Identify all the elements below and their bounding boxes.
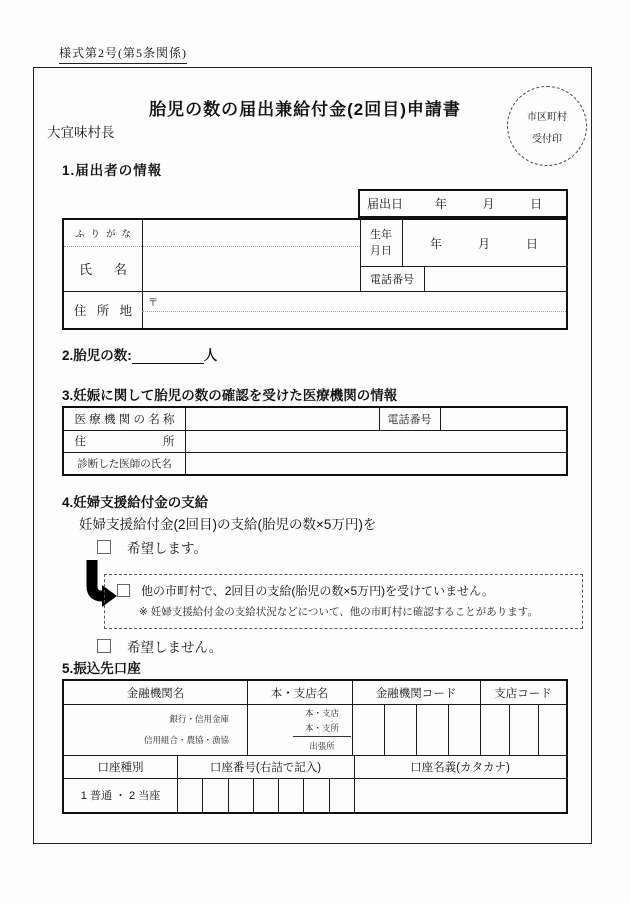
institution-address-label-cell	[64, 430, 185, 452]
option-yes-row	[97, 537, 207, 557]
phone-label: 電話番号	[370, 273, 414, 286]
address-input[interactable]	[142, 291, 566, 328]
account-type-options[interactable]: 1 普通 ・ 2 当座	[80, 790, 161, 802]
report-date-day-unit: 日	[530, 197, 543, 211]
name-label-cell	[64, 246, 142, 291]
account-name-input[interactable]	[354, 778, 566, 812]
option-no-checkbox[interactable]	[97, 639, 111, 653]
report-date-label: 届出日	[367, 197, 404, 211]
institution-address-label: 住所	[74, 436, 175, 448]
section4-heading: 4.妊婦支援給付金の支給	[62, 495, 209, 510]
section2-heading	[62, 344, 217, 364]
institution-code-input[interactable]	[352, 704, 480, 755]
confirmation-box	[104, 574, 583, 629]
fetus-count-unit: 人	[203, 348, 218, 363]
form-number: 様式第2号(第5条関係)	[59, 44, 187, 64]
account-type-header: 口座種別	[97, 761, 144, 774]
institution-phone-label-cell	[379, 408, 440, 430]
birthdate-input[interactable]	[402, 220, 566, 266]
birthdate-label-cell	[360, 220, 402, 266]
name-label: 氏名	[79, 262, 127, 277]
bank-account-table	[62, 679, 568, 814]
doctor-name-input[interactable]	[185, 452, 566, 474]
phone-label-cell	[360, 266, 424, 291]
institution-address-input[interactable]	[185, 430, 566, 452]
branch-type-1: 本・支店	[304, 708, 339, 718]
doctor-name-label-cell	[64, 452, 185, 474]
addressee: 大宜味村長	[47, 125, 115, 140]
institution-type-1: 銀行・信用金庫	[169, 714, 229, 724]
section4-intro: 妊婦支援給付金(2回目)の支給(胎児の数×5万円)を	[79, 517, 377, 532]
phone-input[interactable]	[424, 266, 566, 291]
branch-type-3: 出張所	[309, 741, 335, 751]
option-yes-checkbox[interactable]	[97, 540, 111, 554]
confirmation-checkbox[interactable]	[117, 584, 130, 597]
medical-institution-table	[62, 406, 568, 476]
address-label: 住所地	[74, 303, 132, 318]
furigana-input[interactable]	[142, 220, 360, 246]
branch-name-input[interactable]	[247, 704, 351, 755]
institution-phone-input[interactable]	[440, 408, 566, 430]
institution-phone-label: 電話番号	[387, 414, 432, 426]
branch-code-input[interactable]	[480, 704, 566, 755]
section1-heading: 1.届出者の情報	[62, 163, 163, 178]
birthdate-label-line1: 生年	[370, 229, 392, 241]
branch-name-header: 本・支店名	[270, 687, 329, 700]
fetus-count-label: 2.胎児の数:	[62, 348, 132, 363]
stamp-line2: 受付印	[532, 133, 562, 145]
address-label-cell	[64, 291, 142, 328]
institution-type-2: 信用組合・農協・漁協	[143, 735, 229, 745]
fetus-count-input[interactable]	[132, 349, 204, 364]
institution-name-input[interactable]	[185, 408, 379, 430]
account-number-input[interactable]	[177, 778, 354, 812]
birth-year-unit: 年	[429, 236, 442, 251]
report-date-year-unit: 年	[434, 197, 447, 211]
institution-code-header: 金融機関コード	[375, 687, 457, 700]
birth-month-unit: 月	[477, 236, 490, 251]
section3-heading: 3.妊娠に関して胎児の数の確認を受けた医療機関の情報	[62, 388, 398, 403]
branch-code-header: 支店コード	[494, 687, 552, 700]
report-date-box	[358, 189, 568, 218]
section5-heading: 5.振込先口座	[62, 661, 141, 676]
report-date-month-unit: 月	[482, 197, 495, 211]
page-title: 胎児の数の届出兼給付金(2回目)申請書	[149, 100, 461, 119]
account-name-header: 口座名義(カタカナ)	[410, 761, 510, 774]
name-input[interactable]	[142, 246, 360, 291]
branch-type-2: 本・支所	[293, 722, 351, 737]
institution-name-header: 金融機関名	[126, 687, 185, 700]
postal-mark: 〒	[148, 298, 158, 309]
account-number-header: 口座番号(右詰で記入)	[209, 761, 322, 774]
confirmation-note: ※ 妊婦支援給付金の支給状況などについて、他の市町村に確認することがあります。	[139, 606, 538, 618]
option-no-label: 希望しません。	[127, 640, 223, 655]
receipt-stamp-circle	[507, 86, 587, 166]
doctor-name-label: 診断した医師の氏名	[77, 457, 172, 470]
birthdate-label-line2: 月日	[370, 245, 392, 257]
applicant-table	[62, 218, 568, 330]
option-no-row	[97, 636, 222, 656]
furigana-label: ふりがな	[75, 229, 131, 240]
stamp-line1: 市区町村	[527, 111, 567, 123]
confirmation-text: 他の市町村で、2回目の支給(胎児の数×5万円)を受けていません。	[141, 584, 494, 598]
institution-name-input[interactable]	[64, 704, 247, 755]
option-yes-label: 希望します。	[127, 541, 207, 556]
institution-name-label: 医療機関の名称	[74, 414, 175, 426]
furigana-label-cell	[64, 220, 142, 246]
institution-name-label-cell	[64, 408, 185, 430]
confirmation-row	[117, 582, 576, 599]
birth-day-unit: 日	[525, 236, 538, 251]
